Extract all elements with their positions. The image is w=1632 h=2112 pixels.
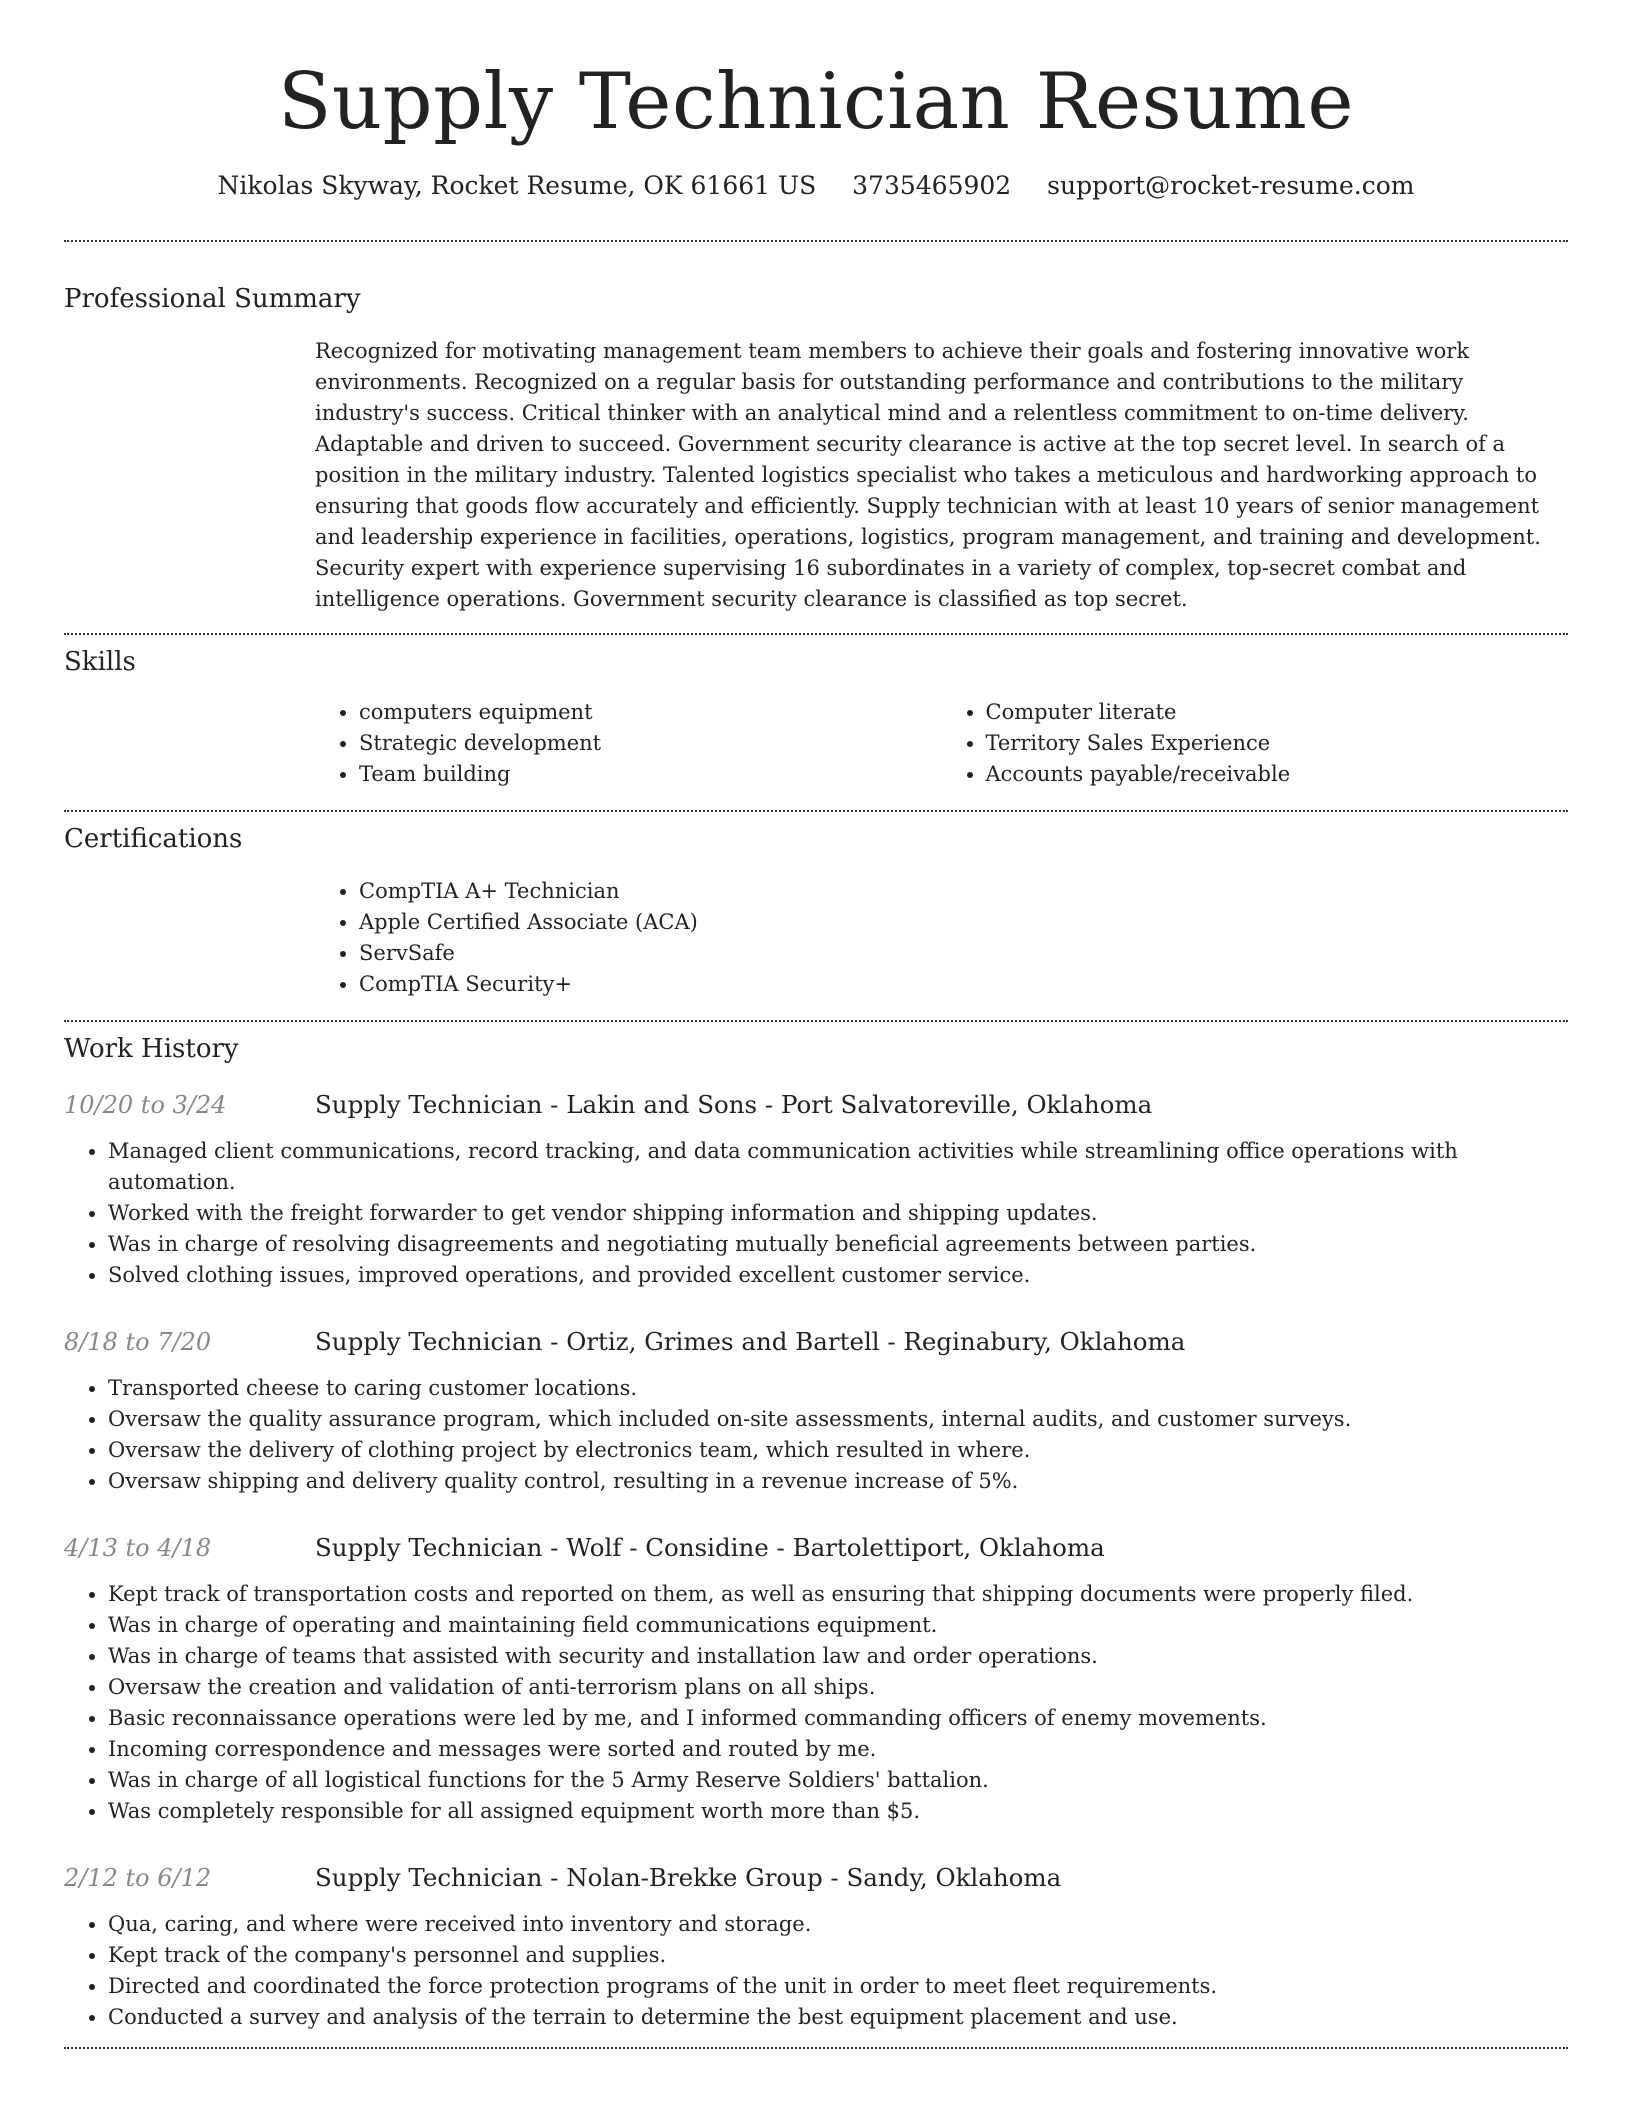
job-bullet: • Incoming correspondence and messages were sorted and routed by me. bbox=[108, 1734, 1568, 1765]
job-bullet: • Solved clothing issues, improved operations, and provided excellent customer service. bbox=[108, 1260, 1568, 1291]
summary-section bbox=[64, 282, 1568, 615]
job-title: Supply Technician - Ortiz, Grimes and Bartell - Reginabury, Oklahoma bbox=[315, 1327, 1186, 1356]
job-bullet: • Oversaw shipping and delivery quality control, resulting in a revenue increase of 5%. bbox=[108, 1466, 1568, 1497]
job-bullet: • Oversaw the quality assurance program, which included on-site assessments, internal audits, and customer surveys. bbox=[108, 1404, 1568, 1435]
skills-section bbox=[64, 645, 1568, 790]
section-title-certifications: Certifications bbox=[64, 824, 243, 854]
section-title-summary: Professional Summary bbox=[64, 284, 361, 314]
certifications-list bbox=[315, 876, 1568, 1000]
certifications-section bbox=[64, 822, 1568, 1000]
job-header bbox=[64, 1088, 1568, 1122]
job-bullets bbox=[64, 1579, 1568, 1827]
job-bullet: • Oversaw the delivery of clothing project by electronics team, which resulted in where. bbox=[108, 1435, 1568, 1466]
skill-item: • Territory Sales Experience bbox=[986, 728, 1569, 759]
job-header bbox=[64, 1861, 1568, 1895]
job-date: 4/13 to 4/18 bbox=[64, 1534, 212, 1562]
job-title: Supply Technician - Wolf - Considine - Bartolettiport, Oklahoma bbox=[315, 1533, 1105, 1562]
job-entry bbox=[64, 1088, 1568, 1291]
job-date: 10/20 to 3/24 bbox=[64, 1091, 227, 1119]
skill-item: • Strategic development bbox=[359, 728, 942, 759]
job-bullet: • Kept track of the company's personnel and supplies. bbox=[108, 1940, 1568, 1971]
divider bbox=[64, 810, 1568, 812]
summary-content bbox=[315, 336, 1568, 615]
job-bullet: • Was in charge of operating and maintaining field communications equipment. bbox=[108, 1610, 1568, 1641]
job-bullets bbox=[64, 1373, 1568, 1497]
job-bullet: • Managed client communications, record tracking, and data communication activities while streamlining office operations with automation. bbox=[108, 1136, 1568, 1198]
certification-item: • Apple Certified Associate (ACA) bbox=[359, 907, 1568, 938]
section-title-skills: Skills bbox=[64, 647, 136, 677]
job-bullet: • Was in charge of teams that assisted with security and installation law and order operations. bbox=[108, 1641, 1568, 1672]
job-bullets bbox=[64, 1909, 1568, 2033]
job-bullet: • Qua, caring, and where were received into inventory and storage. bbox=[108, 1909, 1568, 1940]
skill-item: • Team building bbox=[359, 759, 942, 790]
job-bullet: • Worked with the freight forwarder to get vendor shipping information and shipping updates. bbox=[108, 1198, 1568, 1229]
contact-address: Nikolas Skyway, Rocket Resume, OK 61661 US bbox=[217, 171, 817, 200]
contact-phone: 3735465902 bbox=[852, 171, 1012, 200]
job-bullet: • Was completely responsible for all assigned equipment worth more than $5. bbox=[108, 1796, 1568, 1827]
job-bullet: • Kept track of transportation costs and reported on them, as well as ensuring that shipping documents were properly filed. bbox=[108, 1579, 1568, 1610]
work-history-section bbox=[64, 1032, 1568, 2033]
skill-item: • Accounts payable/receivable bbox=[986, 759, 1569, 790]
skill-item: • Computer literate bbox=[986, 697, 1569, 728]
job-header bbox=[64, 1531, 1568, 1565]
job-entry bbox=[64, 1861, 1568, 2033]
job-bullets bbox=[64, 1136, 1568, 1291]
skills-grid bbox=[315, 697, 1568, 790]
skill-item: • computers equipment bbox=[359, 697, 942, 728]
resume-page bbox=[64, 0, 1568, 2049]
job-date: 2/12 to 6/12 bbox=[64, 1864, 212, 1892]
summary-text: Recognized for motivating management team members to achieve their goals and fostering innovative work environments. Recognized on a regular basis for outstanding performance and contributions to the military industry's success. Critical thinker with an analytical mind and a relentless commitment to on-time delivery. Adaptable and driven to succeed. Government security clearance is active at the top secret level. In search of a position in the military industry. Talented logistics specialist who takes a meticulous and hardworking approach to ensuring that goods flow accurately and efficiently. Supply technician with at least 10 years of senior management and leadership experience in facilities, operations, logistics, program management, and training and development. Security expert with experience supervising 16 subordinates in a variety of complex, top-secret combat and intelligence operations. Government security clearance is classified as top secret. bbox=[315, 339, 1541, 611]
job-entry bbox=[64, 1531, 1568, 1827]
job-bullet: • Was in charge of all logistical functions for the 5 Army Reserve Soldiers' battalion. bbox=[108, 1765, 1568, 1796]
job-date: 8/18 to 7/20 bbox=[64, 1328, 212, 1356]
skills-list-right bbox=[942, 697, 1569, 790]
job-bullet: • Was in charge of resolving disagreements and negotiating mutually beneficial agreements between parties. bbox=[108, 1229, 1568, 1260]
job-title: Supply Technician - Nolan-Brekke Group - Sandy, Oklahoma bbox=[315, 1863, 1062, 1892]
job-title: Supply Technician - Lakin and Sons - Port Salvatoreville, Oklahoma bbox=[315, 1090, 1153, 1119]
divider bbox=[64, 633, 1568, 635]
certification-item: • CompTIA Security+ bbox=[359, 969, 1568, 1000]
job-entry bbox=[64, 1325, 1568, 1497]
page-title: Supply Technician Resume bbox=[277, 57, 1354, 147]
job-bullet: • Directed and coordinated the force protection programs of the unit in order to meet fleet requirements. bbox=[108, 1971, 1568, 2002]
contact-line bbox=[64, 170, 1568, 202]
certification-item: • CompTIA A+ Technician bbox=[359, 876, 1568, 907]
job-bullet: • Oversaw the creation and validation of anti-terrorism plans on all ships. bbox=[108, 1672, 1568, 1703]
job-bullet: • Conducted a survey and analysis of the terrain to determine the best equipment placement and use. bbox=[108, 2002, 1568, 2033]
divider bbox=[64, 240, 1568, 242]
contact-email: support@rocket-resume.com bbox=[1047, 171, 1415, 200]
job-bullet: • Transported cheese to caring customer locations. bbox=[108, 1373, 1568, 1404]
job-header bbox=[64, 1325, 1568, 1359]
skills-list-left bbox=[315, 697, 942, 790]
divider bbox=[64, 1020, 1568, 1022]
certifications-content bbox=[315, 876, 1568, 1000]
certification-item: • ServSafe bbox=[359, 938, 1568, 969]
section-title-work-history: Work History bbox=[64, 1034, 239, 1064]
divider bbox=[64, 2047, 1568, 2049]
job-bullet: • Basic reconnaissance operations were led by me, and I informed commanding officers of enemy movements. bbox=[108, 1703, 1568, 1734]
